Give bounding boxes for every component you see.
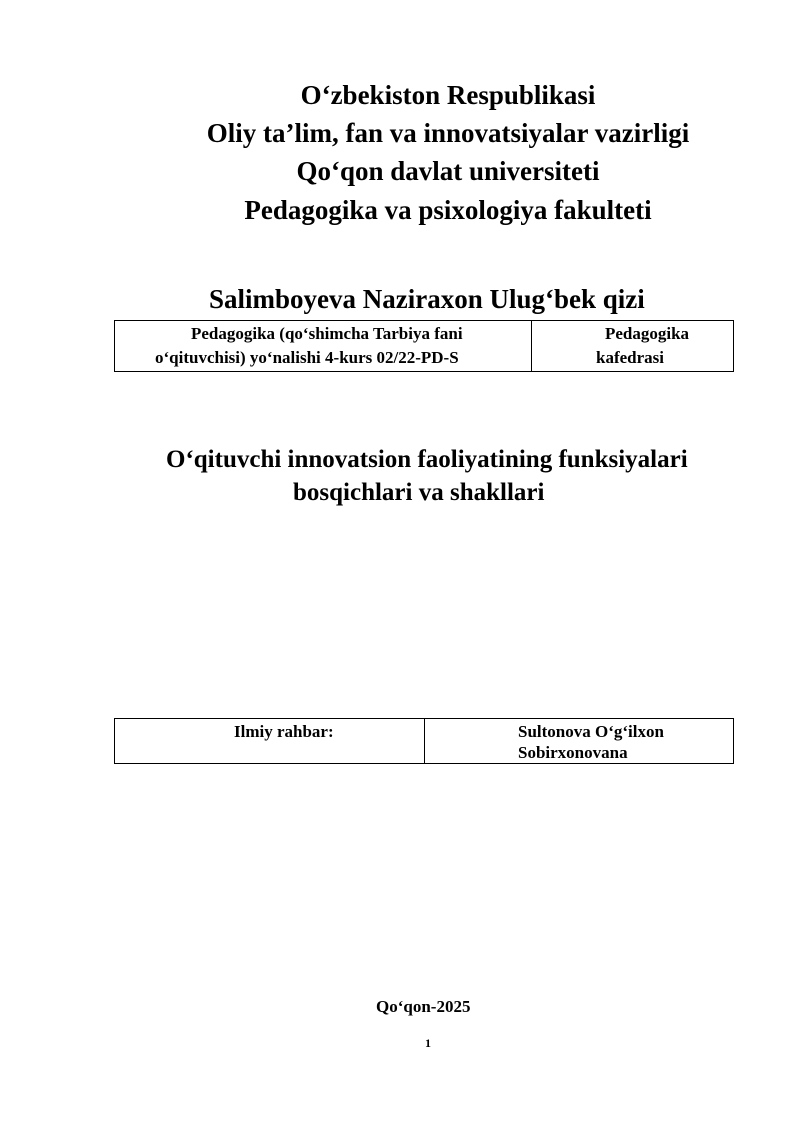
- university-heading: Qo‘qon davlat universiteti: [296, 156, 600, 186]
- ministry-heading: Oliy ta’lim, fan va innovatsiyalar vazirligi: [206, 118, 690, 148]
- faculty-heading: Pedagogika va psixologiya fakulteti: [244, 195, 652, 225]
- program-line-2: o‘qituvchisi) yo‘nalishi 4-kurs 02/22-PD-S: [155, 348, 459, 367]
- supervisor-label: Ilmiy rahbar:: [234, 722, 334, 741]
- supervisor-table: [114, 718, 734, 764]
- department-line-1: Pedagogika: [605, 324, 690, 343]
- program-line-1: Pedagogika (qo‘shimcha Tarbiya fani: [191, 324, 463, 343]
- topic-title-line-2: bosqichlari va shakllari: [293, 479, 545, 506]
- page-number: 1: [425, 1036, 431, 1050]
- department-line-2: kafedrasi: [596, 348, 664, 367]
- place-year: Qo‘qon-2025: [376, 997, 471, 1016]
- supervisor-name-line-2: Sobirxonovana: [518, 743, 628, 762]
- supervisor-table-divider: [424, 719, 425, 763]
- topic-title-line-1: O‘qituvchi innovatsion faoliyatining funksiyalari: [166, 446, 688, 473]
- program-table-divider: [531, 321, 532, 371]
- republic-heading: O‘zbekiston Respublikasi: [300, 80, 596, 110]
- program-table: [114, 320, 734, 372]
- supervisor-name-line-1: Sultonova O‘g‘ilxon: [518, 722, 664, 741]
- student-name: Salimboyeva Naziraxon Ulug‘bek qizi: [209, 284, 645, 314]
